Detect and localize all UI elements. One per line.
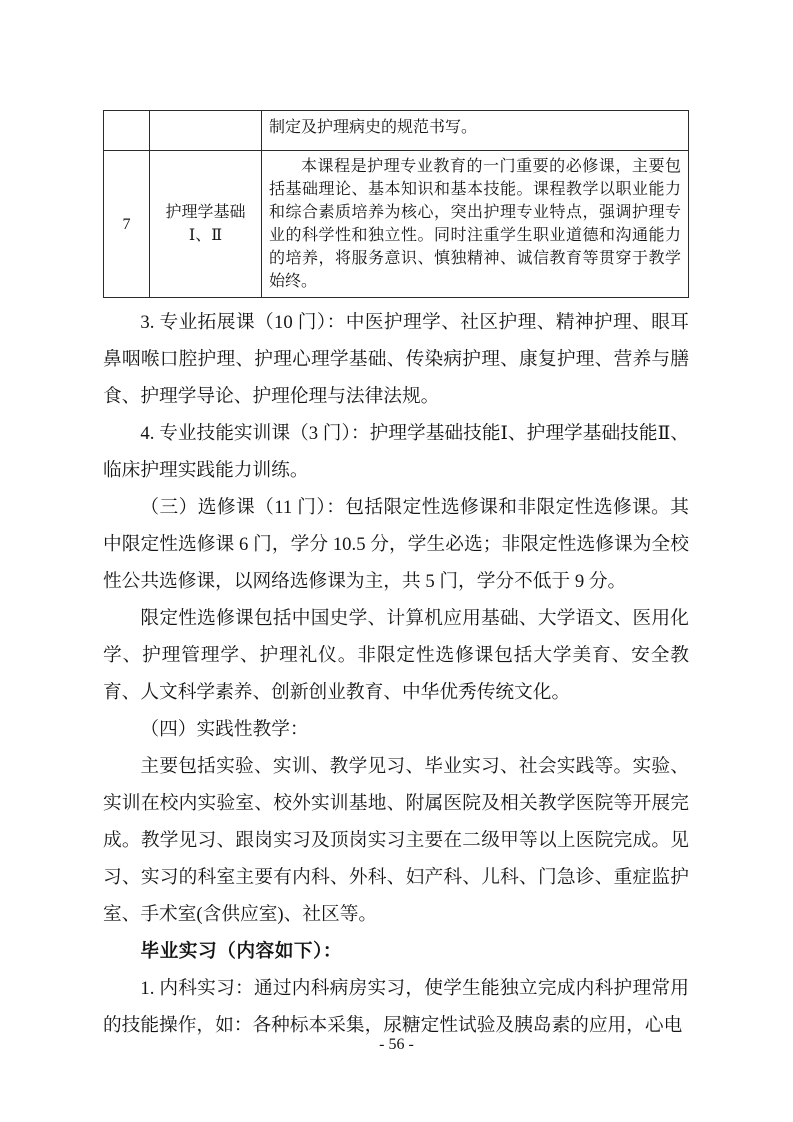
- cell-seq-continuation: [104, 111, 150, 151]
- table-row-course-7: [104, 151, 689, 298]
- paragraph-skill-training-courses: 4. 专业技能实训课（3 门）：护理学基础技能Ⅰ、护理学基础技能Ⅱ、临床护理实践能力训练。: [103, 423, 689, 481]
- table-row-continuation: [104, 111, 689, 151]
- page-number: - 56 -: [379, 1036, 414, 1053]
- paragraph-elective-courses: （三）选修课（11 门）：包括限定性选修课和非限定性选修课。其中限定性选修课 6 门，学分 10.5 分，学生必选；非限定性选修课为全校性公共选修课，以网络选修课为主，共 5 门，学分不低于 9 分。: [103, 497, 689, 592]
- paragraph-practical-teaching-detail: 主要包括实验、实训、教学见习、毕业实习、社会实践等。实验、实训在校内实验室、校外实训基地、附属医院及相关教学医院等开展完成。教学见习、跟岗实习及顶岗实习主要在二级甲等以上医院完成。见习、实习的科室主要有内科、外科、妇产科、儿科、门急诊、重症监护室、手术室(含供应室)、社区等。: [103, 756, 689, 925]
- course-table: [103, 110, 689, 298]
- cell-seq-7: 7: [104, 151, 150, 298]
- page-footer: [0, 1036, 793, 1054]
- paragraph-restricted-electives: 限定性选修课包括中国史学、计算机应用基础、大学语文、医用化学、护理管理学、护理礼仪。非限定性选修课包括大学美育、安全教育、人文科学素养、创新创业教育、中华优秀传统文化。: [103, 608, 689, 703]
- course-name-line1: 护理学基础: [165, 204, 246, 221]
- cell-course-continuation: [150, 111, 262, 151]
- course-description: 本课程是护理专业教育的一门重要的必修课，主要包括基础理论、基本知识和基本技能。课程教学以职业能力和综合素质培养为核心，突出护理专业特点，强调护理专业的科学性和独立性。同时注重学生职业道德和沟通能力的培养，将服务意识、慎独精神、诚信教育等贯穿于教学始终。: [269, 158, 681, 290]
- course-name-line2: Ⅰ、Ⅱ: [188, 227, 223, 244]
- cell-desc-7: [262, 151, 689, 298]
- paragraph-internal-medicine-internship: 1. 内科实习：通过内科病房实习，使学生能独立完成内科护理常用的技能操作，如：各种标本采集，尿糖定性试验及胰岛素的应用，心电: [103, 978, 689, 1036]
- paragraph-major-extension-courses: 3. 专业拓展课（10 门）：中医护理学、社区护理、精神护理、眼耳鼻咽喉口腔护理、护理心理学基础、传染病护理、康复护理、营养与膳食、护理学导论、护理伦理与法律法规。: [103, 312, 689, 407]
- cell-course-7: [150, 151, 262, 298]
- paragraph-practical-teaching-heading: （四）实践性教学：: [140, 719, 309, 740]
- heading-graduation-internship: 毕业实习（内容如下）：: [140, 941, 343, 962]
- body-paragraphs: [103, 304, 689, 1044]
- page-content: [103, 110, 689, 1044]
- cell-desc-continuation: 制定及护理病史的规范书写。: [262, 111, 689, 151]
